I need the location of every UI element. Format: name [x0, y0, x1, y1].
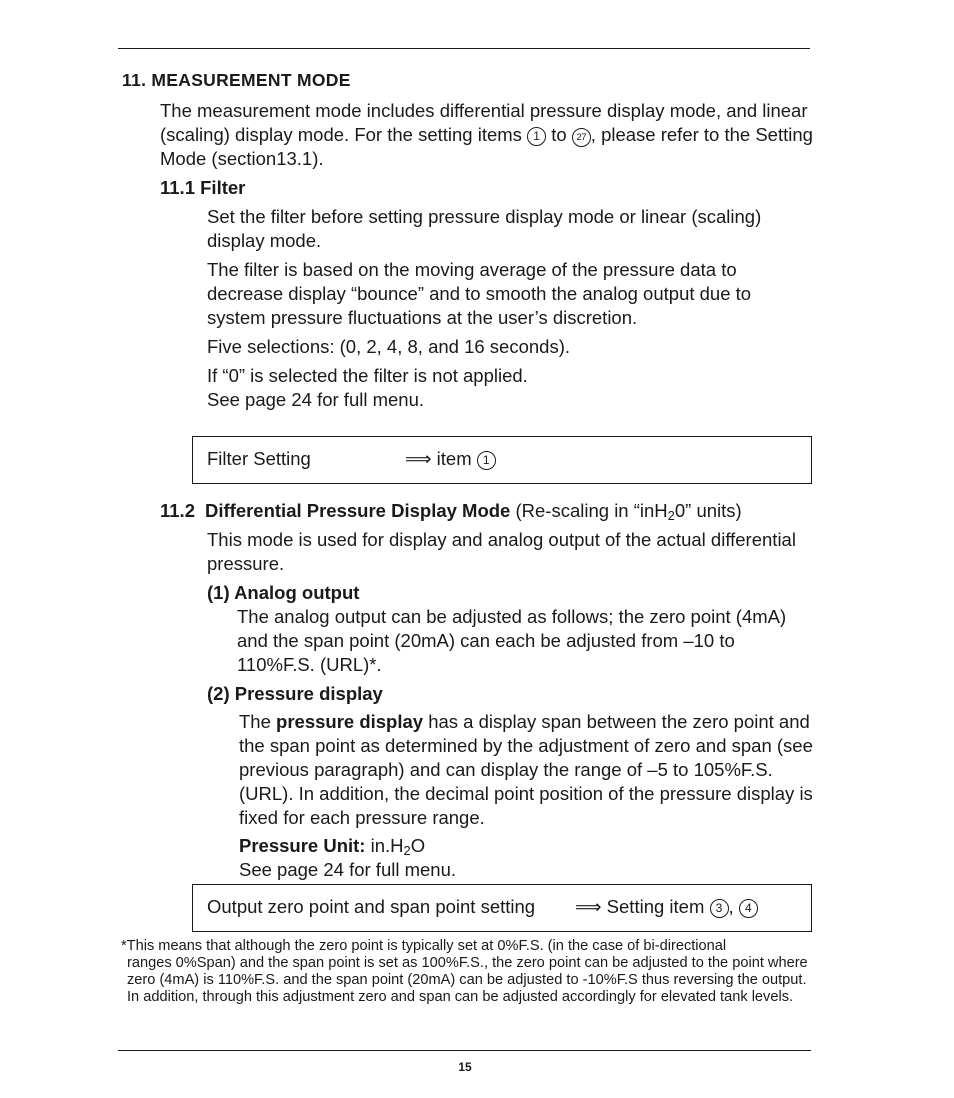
output-setting-ref: [575, 895, 758, 919]
filter-setting-box: [192, 436, 812, 484]
output-setting-target: Setting item: [606, 896, 705, 917]
dp-mode-title: Differential Pressure Display Mode: [205, 500, 511, 521]
dp-mode-paragraph: This mode is used for display and analog output of the actual differential pressure.: [207, 529, 796, 574]
analog-output-heading: (1) Analog output: [207, 582, 360, 603]
pressure-text-pre: The: [239, 711, 277, 732]
arrow-icon: ⟹: [575, 896, 602, 917]
output-setting-label: Output zero point and span point setting: [207, 896, 536, 917]
filter-paragraph-3: Five selections: (0, 2, 4, 8, and 16 seconds).: [207, 336, 570, 357]
dp-mode-note-a: (Re-scaling in “inH: [510, 500, 668, 521]
pressure-see-page: See page 24 for full menu.: [239, 859, 457, 880]
pressure-unit-label: Pressure Unit:: [239, 835, 366, 856]
filter-not-applied-text: If “0” is selected the filter is not applied.: [207, 365, 528, 386]
circled-number-1: 1: [527, 127, 546, 146]
circled-number-1: 1: [477, 451, 496, 470]
dp-mode-note-sub: 2: [667, 508, 675, 523]
pressure-unit-value-a: in.H: [365, 835, 404, 856]
filter-setting-ref: [405, 447, 496, 471]
dp-mode-heading: [160, 499, 742, 523]
pressure-text-post: has a display span between the zero point and the span point as determined by the adjustment of zero and span (see previous paragraph) and can display the range of –5 to 105%F.S.(URL). In addition, the decimal point position of the pressure display is fixed for each pressure range.: [239, 711, 813, 828]
filter-see-page-text: See page 24 for full menu.: [207, 389, 425, 410]
filter-paragraph-4: [207, 364, 812, 412]
pressure-display-text: [239, 710, 817, 830]
intro-text-b: to: [546, 124, 572, 145]
output-setting-box: [192, 884, 812, 932]
filter-setting-target: item: [436, 448, 472, 469]
intro-text-a: The measurement mode includes differential pressure display mode, and linear (scaling) display mode. For the setting items: [160, 100, 808, 145]
footnote-continuation: ranges 0%Span) and the span point is set as 100%F.S., the zero point can be adjusted to the point where zero (4mA) is 110%F.S. and the span point (20mA) can be adjusted to -10%F.S thus reversing the output. In addition, through this adjustment zero and span can be adjusted accordingly for elevated tank levels.: [127, 955, 808, 1005]
arrow-icon: ⟹: [405, 448, 432, 469]
page-number: 15: [458, 1060, 472, 1074]
dp-mode-note-b: 0” units): [674, 500, 742, 521]
circled-number-4: 4: [739, 899, 758, 918]
filter-heading: 11.1 Filter: [160, 177, 246, 198]
filter-setting-label: Filter Setting: [207, 448, 311, 469]
dp-mode-number: 11.2: [160, 500, 195, 521]
filter-paragraph-2: The filter is based on the moving average of the pressure data to decrease display “bounce” and to smooth the analog output due to system pressure fluctuations at the user’s discretion.: [207, 259, 752, 328]
section-intro: [160, 99, 820, 171]
footer-rule: [118, 1050, 811, 1051]
pressure-text-bold: pressure display: [276, 711, 424, 732]
circled-number-3: 3: [710, 899, 729, 918]
footnote-line-1: *This means that although the zero point is typically set at 0%F.S. (in the case of bi-directional: [121, 938, 727, 954]
output-setting-sep: ,: [728, 896, 734, 917]
section-heading: 11. MEASUREMENT MODE: [122, 70, 351, 90]
filter-paragraph-1: Set the filter before setting pressure display mode or linear (scaling) display mode.: [207, 206, 762, 251]
footnote: [121, 938, 811, 1006]
pressure-unit: [239, 834, 817, 882]
intro-text-c: , please refer to the Setting Mode (section13.1).: [160, 124, 813, 169]
analog-output-text: The analog output can be adjusted as follows; the zero point (4mA) and the span point (20mA) can each be adjusted from –10 to 110%F.S. (URL)*.: [237, 606, 787, 675]
circled-number-27: 27: [572, 128, 591, 147]
pressure-unit-sub: 2: [403, 843, 411, 858]
pressure-unit-value-b: O: [410, 835, 426, 856]
pressure-display-heading: (2) Pressure display: [207, 683, 383, 704]
header-rule: [118, 48, 810, 49]
